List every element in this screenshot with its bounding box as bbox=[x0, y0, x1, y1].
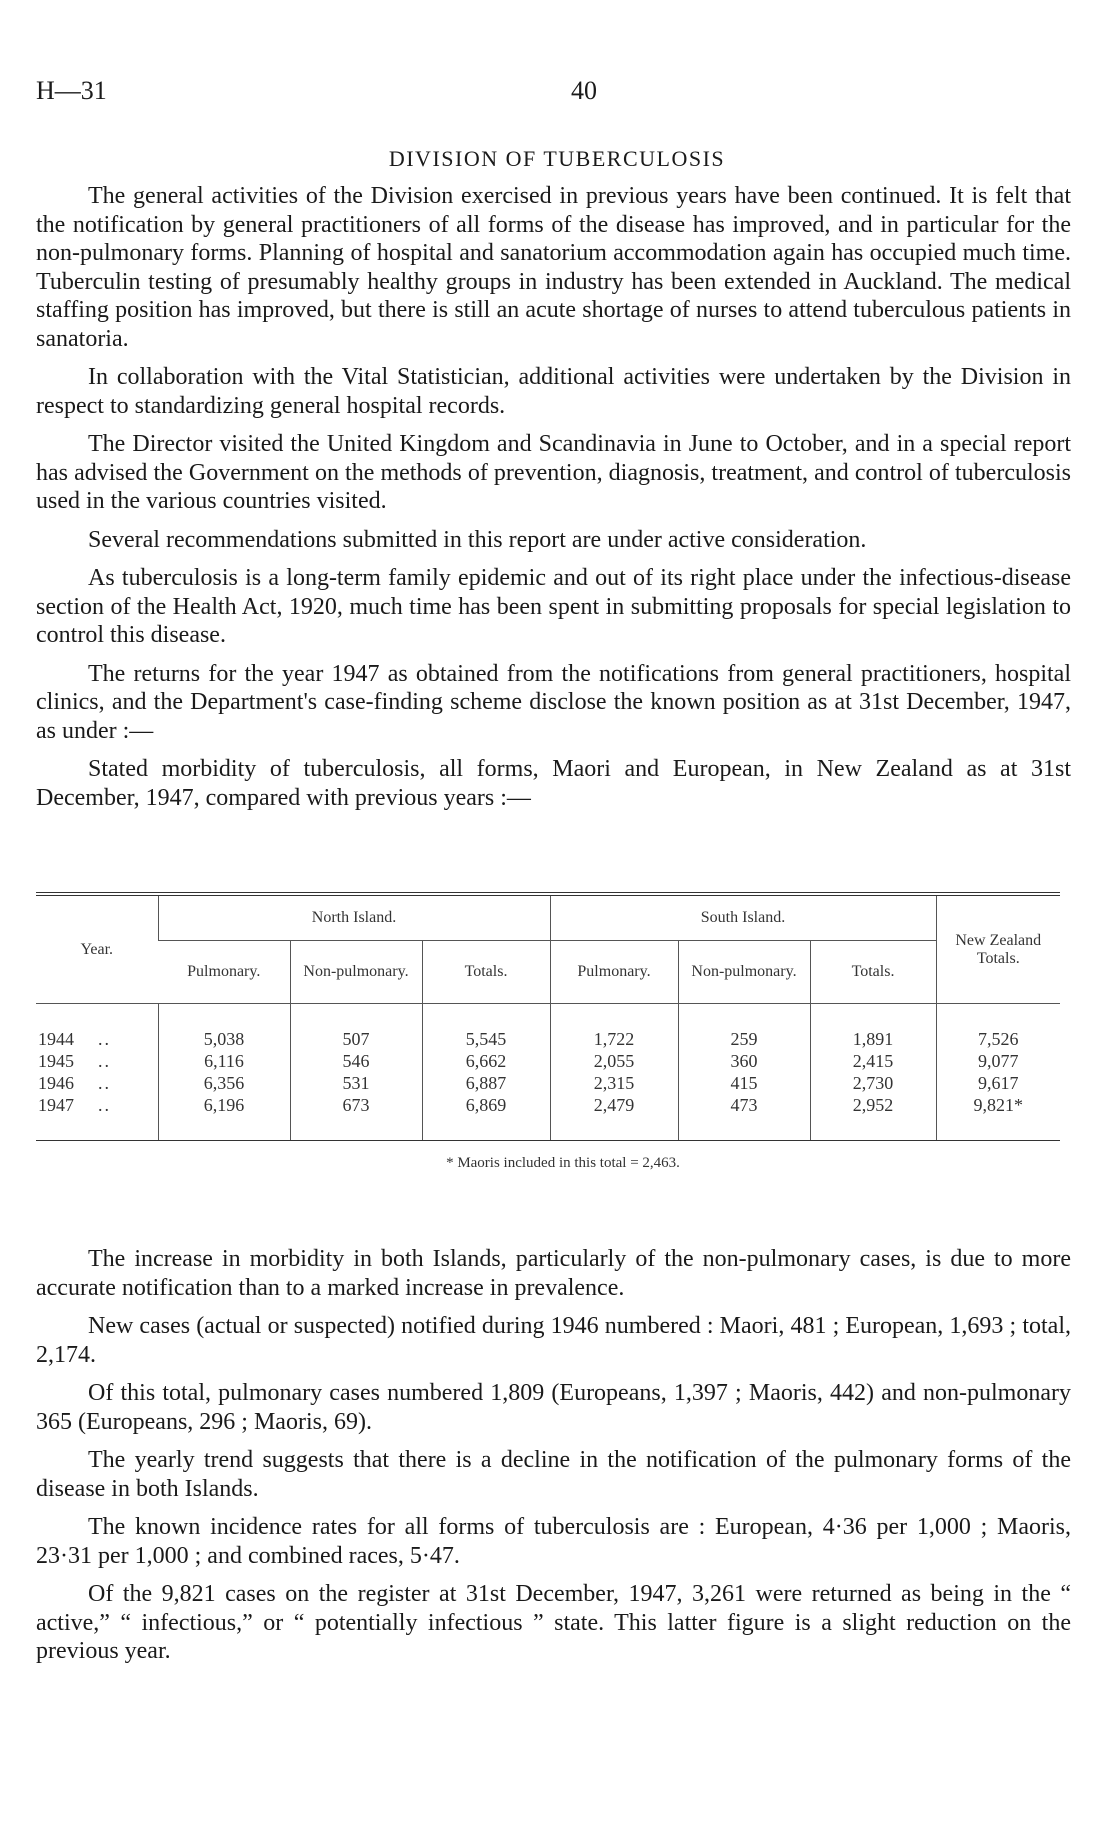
ni-non-pulmonary-cell: 673 bbox=[290, 1094, 422, 1140]
si-pulmonary-cell: 2,055 bbox=[550, 1050, 678, 1072]
paragraph: The general activities of the Division exercised in previous years have been continued. It is felt that the notification by general practitioners of all forms of the disease has improved, and in particular for the non-pulmonary forms. Planning of hospital and sanatorium accommodation again has occupied much time. Tuberculin testing of presumably healthy groups in industry has been extended in Auckland. The medical staffing position has improved, but there is still an acute shortage of nurses to attend tuberculous patients in sanatoria. bbox=[36, 183, 1071, 352]
paragraph: Of this total, pulmonary cases numbered 1,809 (Europeans, 1,397 ; Maoris, 442) and non-pulmonary 365 (Europeans, 296 ; Maoris, 69). bbox=[36, 1380, 1071, 1435]
morbidity-table-block bbox=[36, 892, 1060, 1172]
si-pulmonary-cell: 2,315 bbox=[550, 1072, 678, 1094]
si-non-pulmonary-cell: 360 bbox=[678, 1050, 810, 1072]
nz-totals-cell: 9,821* bbox=[936, 1094, 1060, 1140]
year-column-header: Year. bbox=[36, 896, 158, 1004]
paragraph: Of the 9,821 cases on the register at 31st December, 1947, 3,261 were returned as being in the “ active,” “ infectious,” or “ potentially infectious ” state. This latter figure is a slight reduction on the previous year. bbox=[36, 1581, 1071, 1664]
nz-totals-cell: 9,617 bbox=[936, 1072, 1060, 1094]
body-text-bottom bbox=[36, 1245, 1071, 1676]
nz-totals-header: New Zealand Totals. bbox=[936, 896, 1060, 1004]
si-totals-header: Totals. bbox=[810, 941, 936, 1004]
si-pulmonary-header: Pulmonary. bbox=[550, 941, 678, 1004]
paragraph: The increase in morbidity in both Islands, particularly of the non-pulmonary cases, is due to more accurate notification than to a marked increase in prevalence. bbox=[36, 1246, 1071, 1301]
paragraph: The returns for the year 1947 as obtained from the notifications from general practitioners, hospital clinics, and the Department's case-finding scheme disclose the known position as at 31st December, 1947, as under :— bbox=[36, 660, 1071, 744]
year-cell: 1946 .. bbox=[38, 1073, 111, 1093]
si-totals-cell: 2,415 bbox=[810, 1050, 936, 1072]
paragraph: As tuberculosis is a long-term family epidemic and out of its right place under the infectious-disease section of the Health Act, 1920, much time has been spent in submitting proposals for special legislation to control this disease. bbox=[36, 565, 1071, 648]
paragraph: The Director visited the United Kingdom and Scandinavia in June to October, and in a special report has advised the Government on the methods of prevention, diagnosis, treatment, and control of tuberculosis used in the various countries visited. bbox=[36, 431, 1071, 514]
table-top-rule bbox=[36, 892, 1060, 893]
south-island-header: South Island. bbox=[550, 896, 936, 941]
ni-pulmonary-cell: 6,116 bbox=[158, 1050, 290, 1072]
ni-pulmonary-header: Pulmonary. bbox=[158, 941, 290, 1004]
page-header bbox=[36, 76, 1076, 116]
table-footnote: * Maoris included in this total = 2,463. bbox=[446, 1155, 680, 1171]
year-cell: 1945 .. bbox=[38, 1051, 111, 1071]
ni-totals-cell: 5,545 bbox=[422, 1004, 550, 1051]
paragraph: In collaboration with the Vital Statistician, additional activities were undertaken by the Division in respect to standardizing general hospital records. bbox=[36, 364, 1071, 419]
paragraph: Several recommendations submitted in this report are under active consideration. bbox=[88, 526, 867, 553]
nz-totals-cell: 7,526 bbox=[936, 1004, 1060, 1051]
table-bottom-rule bbox=[36, 1140, 1060, 1141]
ni-totals-header: Totals. bbox=[422, 941, 550, 1004]
ni-pulmonary-cell: 6,196 bbox=[158, 1094, 290, 1140]
table-row bbox=[36, 1004, 1060, 1051]
si-non-pulmonary-cell: 259 bbox=[678, 1004, 810, 1051]
year-cell: 1944 .. bbox=[38, 1029, 111, 1049]
morbidity-table bbox=[36, 896, 1060, 1140]
page-number: 40 bbox=[571, 76, 597, 105]
si-non-pulmonary-header: Non-pulmonary. bbox=[678, 941, 810, 1004]
table-row bbox=[36, 1094, 1060, 1140]
ni-totals-cell: 6,662 bbox=[422, 1050, 550, 1072]
ni-pulmonary-cell: 6,356 bbox=[158, 1072, 290, 1094]
si-totals-cell: 1,891 bbox=[810, 1004, 936, 1051]
ni-pulmonary-cell: 5,038 bbox=[158, 1004, 290, 1051]
paragraph: Stated morbidity of tuberculosis, all forms, Maori and European, in New Zealand as at 31st December, 1947, compared with previous years :— bbox=[36, 756, 1071, 811]
ni-non-pulmonary-cell: 507 bbox=[290, 1004, 422, 1051]
ni-totals-cell: 6,887 bbox=[422, 1072, 550, 1094]
si-pulmonary-cell: 2,479 bbox=[550, 1094, 678, 1140]
section-title: DIVISION OF TUBERCULOSIS bbox=[388, 146, 726, 171]
paragraph: The yearly trend suggests that there is a decline in the notification of the pulmonary forms of the disease in both Islands. bbox=[36, 1447, 1071, 1502]
ni-totals-cell: 6,869 bbox=[422, 1094, 550, 1140]
ni-non-pulmonary-header: Non-pulmonary. bbox=[290, 941, 422, 1004]
ni-non-pulmonary-cell: 546 bbox=[290, 1050, 422, 1072]
paragraph: New cases (actual or suspected) notified during 1946 numbered : Maori, 481 ; European, 1,693 ; total, 2,174. bbox=[36, 1313, 1071, 1368]
si-non-pulmonary-cell: 415 bbox=[678, 1072, 810, 1094]
si-totals-cell: 2,952 bbox=[810, 1094, 936, 1140]
si-pulmonary-cell: 1,722 bbox=[550, 1004, 678, 1051]
body-text-top bbox=[36, 182, 1071, 822]
year-cell: 1947 .. bbox=[38, 1095, 111, 1115]
north-island-header: North Island. bbox=[158, 896, 550, 941]
table-row bbox=[36, 1072, 1060, 1094]
si-totals-cell: 2,730 bbox=[810, 1072, 936, 1094]
ni-non-pulmonary-cell: 531 bbox=[290, 1072, 422, 1094]
si-non-pulmonary-cell: 473 bbox=[678, 1094, 810, 1140]
document-code: H—31 bbox=[36, 76, 107, 105]
nz-totals-cell: 9,077 bbox=[936, 1050, 1060, 1072]
table-row bbox=[36, 1050, 1060, 1072]
paragraph: The known incidence rates for all forms of tuberculosis are : European, 4·36 per 1,000 ; Maoris, 23·31 per 1,000 ; and combined races, 5·47. bbox=[36, 1514, 1071, 1569]
